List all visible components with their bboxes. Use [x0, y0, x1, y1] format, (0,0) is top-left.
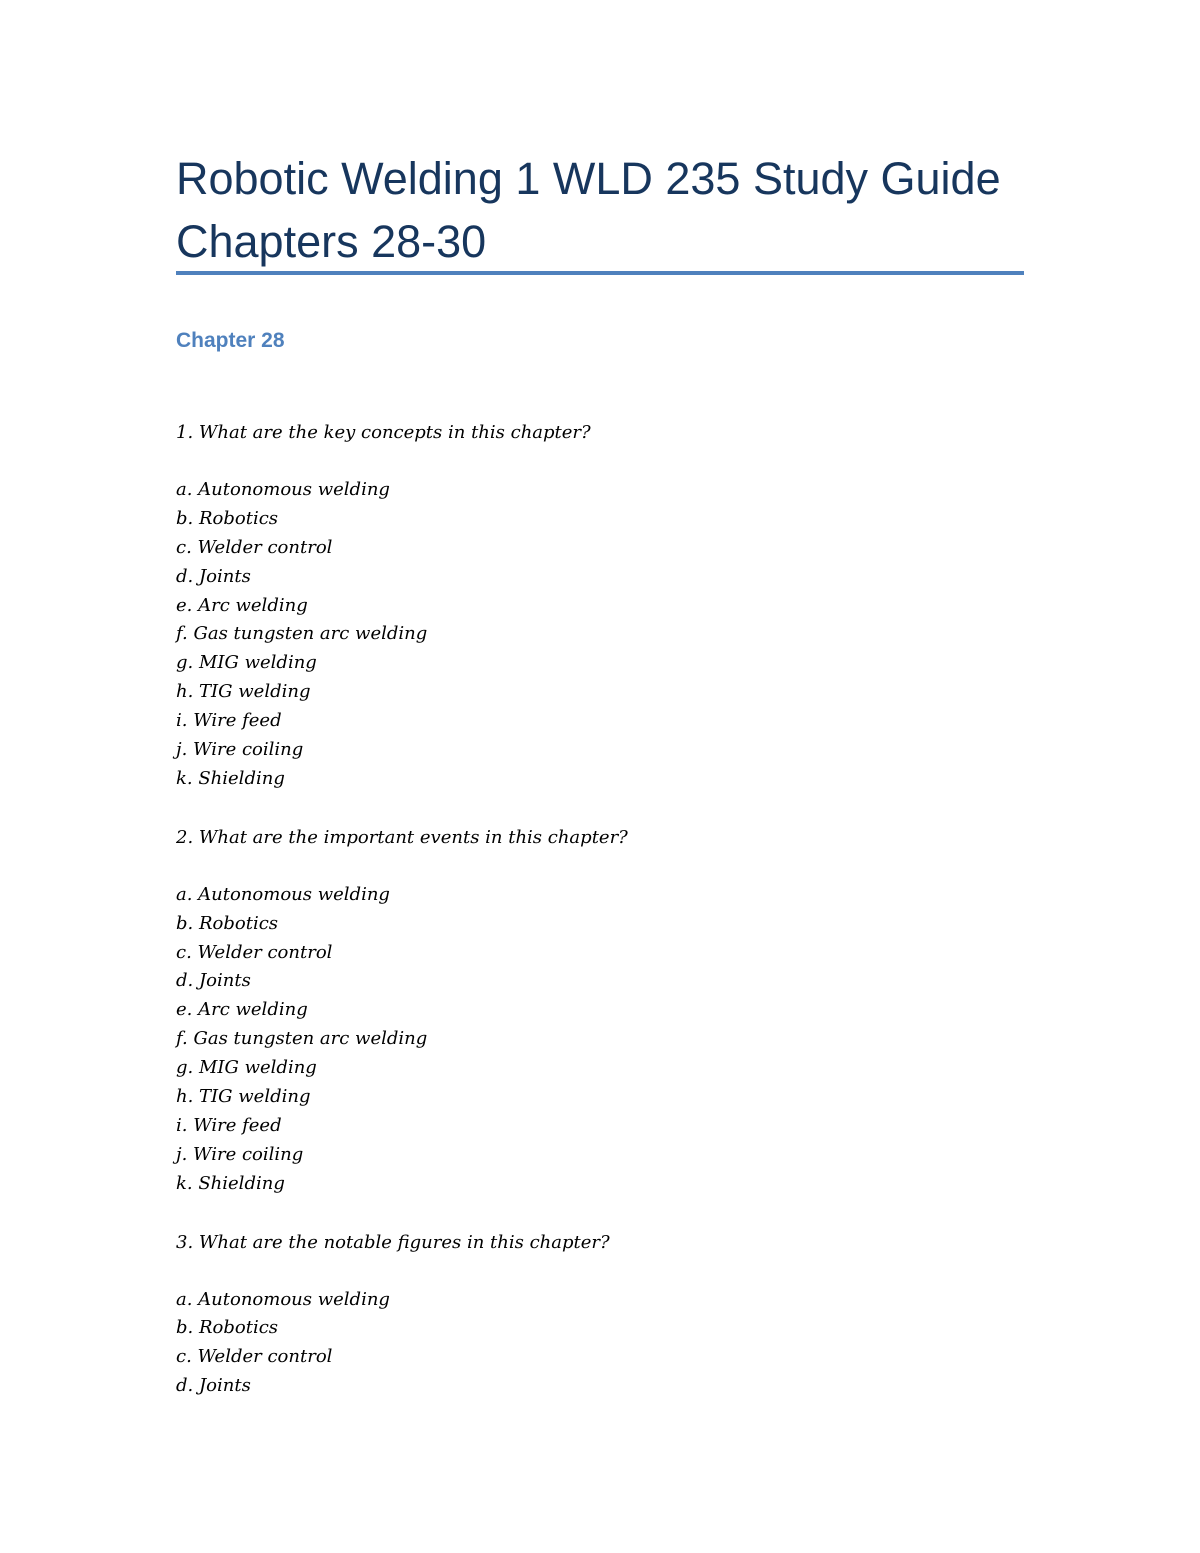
answer-item: h. TIG welding: [176, 1086, 311, 1108]
answer-item: c. Welder control: [176, 1346, 333, 1368]
answer-item: k. Shielding: [176, 1172, 285, 1194]
answer-item: g. MIG welding: [176, 652, 317, 674]
answer-item: f. Gas tungsten arc welding: [176, 1028, 428, 1050]
answer-list: [176, 881, 1026, 1199]
chapter-heading: Chapter 28: [176, 329, 285, 352]
answer-list: [176, 476, 1026, 794]
answer-item: b. Robotics: [176, 1317, 279, 1339]
study-content: [176, 418, 1026, 1430]
answer-item: f. Gas tungsten arc welding: [176, 623, 428, 645]
answer-item: k. Shielding: [176, 767, 285, 789]
answer-list: [176, 1286, 1026, 1402]
answer-item: b. Robotics: [176, 507, 279, 529]
answer-item: h. TIG welding: [176, 681, 311, 703]
answer-item: a. Autonomous welding: [176, 883, 390, 905]
answer-item: e. Arc welding: [176, 594, 308, 616]
question-block: [176, 1228, 1026, 1402]
answer-item: e. Arc welding: [176, 999, 308, 1021]
title-divider: [176, 271, 1024, 275]
question-text: 1. What are the key concepts in this chapter?: [176, 422, 591, 443]
answer-item: j. Wire coiling: [176, 739, 304, 761]
answer-item: j. Wire coiling: [176, 1143, 304, 1165]
question-text: 3. What are the notable figures in this chapter?: [176, 1231, 610, 1253]
answer-item: b. Robotics: [176, 912, 279, 934]
document-title: Robotic Welding 1 WLD 235 Study Guide Chapters 28-30: [176, 153, 1001, 267]
answer-item: a. Autonomous welding: [176, 479, 390, 500]
answer-item: i. Wire feed: [176, 1114, 282, 1136]
answer-item: d. Joints: [176, 565, 251, 587]
answer-item: c. Welder control: [176, 536, 333, 558]
question-text: 2. What are the important events in this chapter?: [176, 826, 628, 848]
answer-item: i. Wire feed: [176, 710, 282, 732]
question-block: [176, 823, 1026, 1199]
answer-item: g. MIG welding: [176, 1057, 317, 1079]
answer-item: c. Welder control: [176, 941, 333, 963]
answer-item: a. Autonomous welding: [176, 1288, 390, 1310]
answer-item: d. Joints: [176, 970, 251, 992]
answer-item: d. Joints: [176, 1375, 251, 1397]
question-block: [176, 418, 1026, 794]
